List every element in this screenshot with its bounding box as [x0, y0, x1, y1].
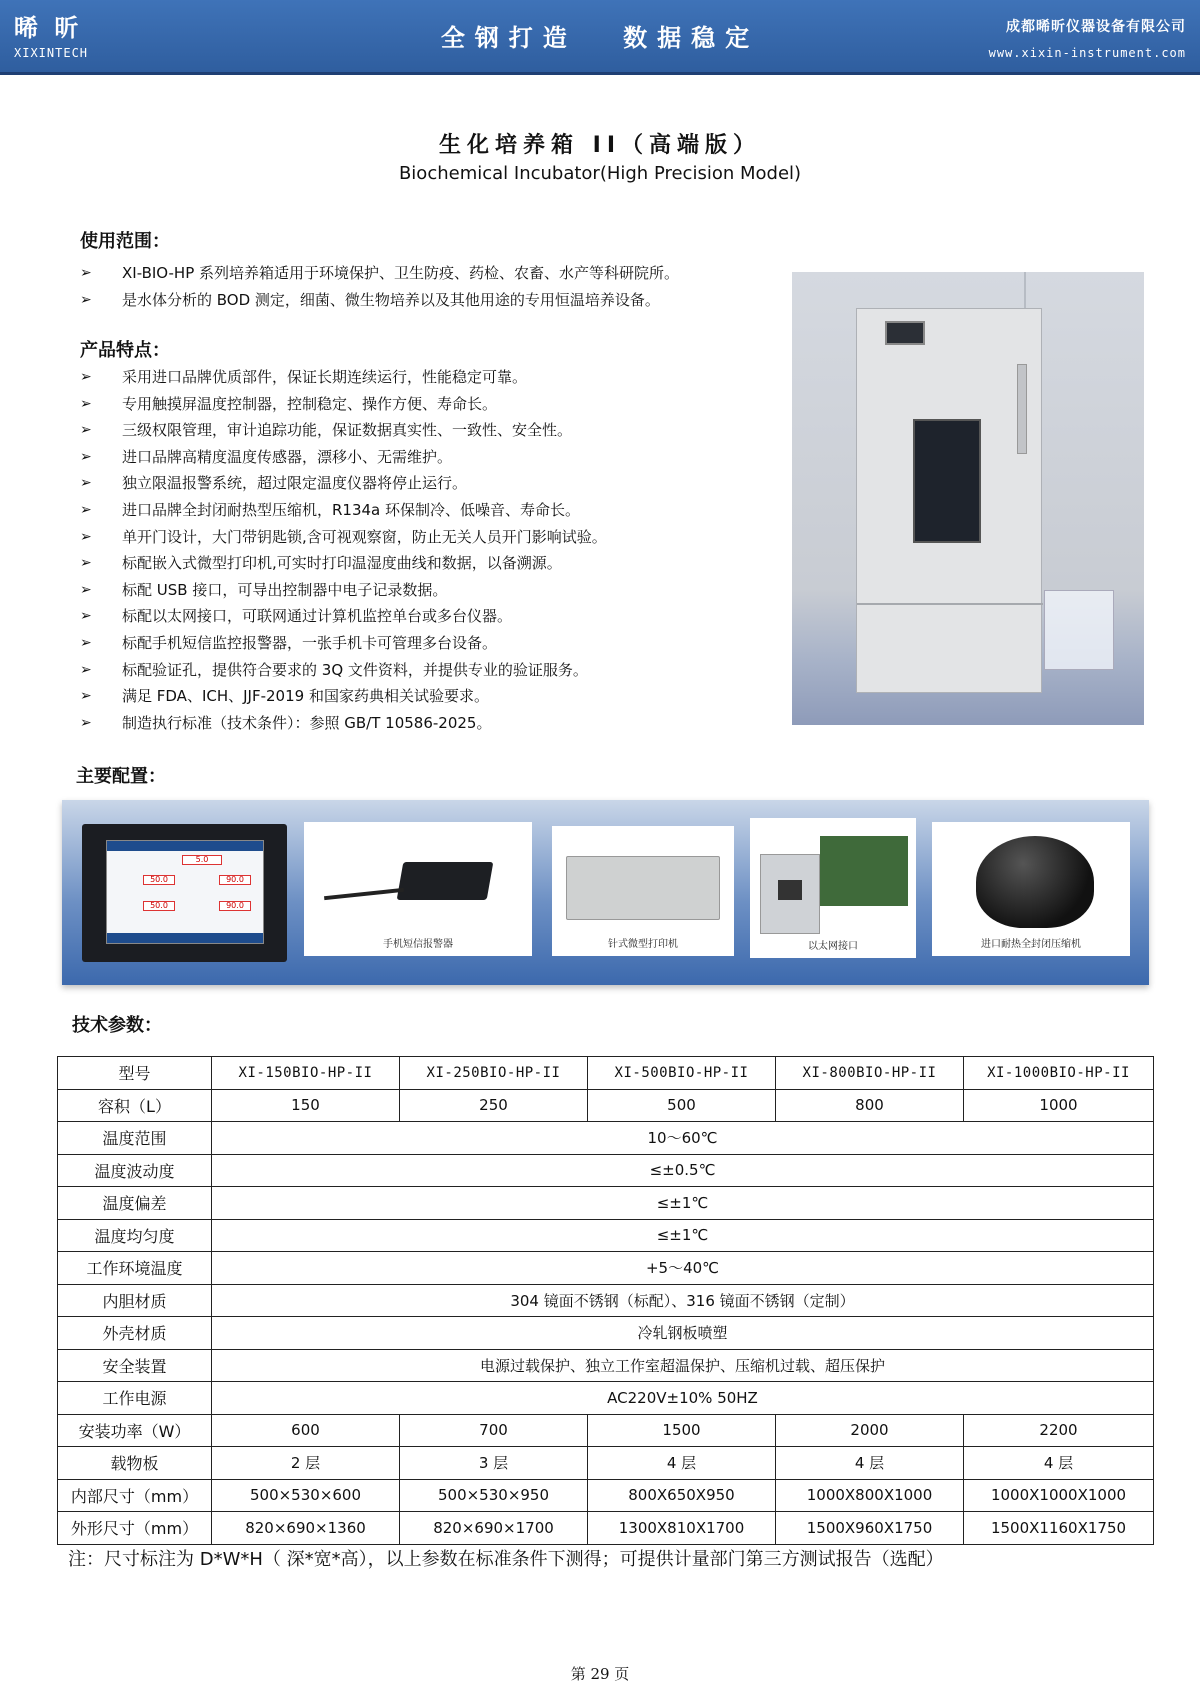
- screen-value: 50.0: [143, 875, 175, 885]
- spec-row-label: 安全装置: [58, 1349, 212, 1382]
- bullet-item: [80, 497, 607, 524]
- arrow-bullet-icon: ➢: [80, 581, 92, 598]
- arrow-bullet-icon: ➢: [80, 448, 92, 465]
- spec-value-cell: 1000: [964, 1089, 1154, 1122]
- printer-body: [566, 856, 720, 920]
- spec-shared-value: 电源过载保护、独立工作室超温保护、压缩机过载、超压保护: [212, 1349, 1154, 1382]
- spec-model-cell: XI-250BIO-HP-II: [400, 1057, 588, 1090]
- spec-shared-value: 冷轧钢板喷塑: [212, 1317, 1154, 1350]
- specs-heading: 技术参数：: [72, 1015, 162, 1036]
- spec-model-cell: XI-800BIO-HP-II: [776, 1057, 964, 1090]
- page-header: [0, 0, 1200, 75]
- screen-value: 50.0: [143, 901, 175, 911]
- spec-value-cell: 1500X960X1750: [776, 1512, 964, 1545]
- printer-photo: [552, 826, 734, 956]
- arrow-bullet-icon: ➢: [80, 369, 92, 385]
- spec-value-cell: 1000X1000X1000: [964, 1479, 1154, 1512]
- antenna: [324, 888, 404, 900]
- compressor-photo: [932, 822, 1130, 956]
- spec-row-label: 温度偏差: [58, 1187, 212, 1220]
- bullet-text: 制造执行标准（技术条件）：参照 GB/T 10586-2025。: [122, 713, 492, 732]
- spec-row-label: 外形尺寸（mm）: [58, 1512, 212, 1545]
- spec-row-shared: [58, 1219, 1154, 1252]
- spec-value-cell: 1500: [588, 1414, 776, 1447]
- spec-model-cell: XI-1000BIO-HP-II: [964, 1057, 1154, 1090]
- spec-value-cell: 1300X810X1700: [588, 1512, 776, 1545]
- bullet-item: [80, 260, 679, 287]
- spec-value-cell: 2200: [964, 1414, 1154, 1447]
- arrow-bullet-icon: ➢: [80, 395, 92, 412]
- bullet-item: [80, 657, 607, 684]
- spec-row-inner: [58, 1479, 1154, 1512]
- spec-row-shelves: [58, 1447, 1154, 1480]
- product-photo: [792, 272, 1144, 725]
- spec-value-cell: 2 层: [212, 1447, 400, 1480]
- spec-row-volume: [58, 1089, 1154, 1122]
- features-list: [80, 364, 607, 736]
- screen-value: 90.0: [219, 875, 251, 885]
- arrow-bullet-icon: ➢: [80, 555, 92, 572]
- spec-value-cell: 800X650X950: [588, 1479, 776, 1512]
- bullet-item: [80, 710, 607, 737]
- bullet-text: 标配 USB 接口，可导出控制器中电子记录数据。: [122, 580, 448, 599]
- caption-printer: 针式微型打印机: [608, 939, 678, 950]
- page-number: 第 29 页: [570, 1665, 630, 1683]
- spec-value-cell: 820×690×1360: [212, 1512, 400, 1545]
- bullet-text: 三级权限管理，审计追踪功能，保证数据真实性、一致性、安全性。: [122, 421, 573, 440]
- bullet-item: [80, 577, 607, 604]
- spec-row-power: [58, 1414, 1154, 1447]
- spec-shared-value: 304 镜面不锈钢（标配）、316 镜面不锈钢（定制）: [212, 1284, 1154, 1317]
- bullet-text: 采用进口品牌优质部件，保证长期连续运行，性能稳定可靠。: [122, 368, 528, 386]
- spec-row-model: [58, 1057, 1154, 1090]
- control-panel-screen: [885, 321, 925, 345]
- product-title-cn: 生化培养箱 II（高端版）: [438, 133, 762, 158]
- bullet-text: 进口品牌全封闭耐热型压缩机，R134a 环保制冷、低噪音、寿命长。: [122, 500, 581, 519]
- bullet-item: [80, 550, 607, 577]
- usage-list: [80, 260, 679, 313]
- brand-english: XIXINTECH: [14, 46, 89, 60]
- spec-value-cell: 1500X1160X1750: [964, 1512, 1154, 1545]
- spec-row-label: 型号: [58, 1057, 212, 1090]
- spec-row-shared: [58, 1317, 1154, 1350]
- spec-row-label: 载物板: [58, 1447, 212, 1480]
- screen-status-bar: [107, 933, 263, 943]
- spec-value-cell: 3 层: [400, 1447, 588, 1480]
- arrow-bullet-icon: ➢: [80, 475, 92, 492]
- bullet-text: 标配手机短信监控报警器，一张手机卡可管理多台设备。: [122, 633, 498, 652]
- arrow-bullet-icon: ➢: [80, 661, 92, 678]
- spec-table: [57, 1056, 1154, 1545]
- storage-box: [1044, 590, 1114, 670]
- spec-value-cell: 500: [588, 1089, 776, 1122]
- config-strip: [62, 800, 1149, 985]
- spec-value-cell: 2000: [776, 1414, 964, 1447]
- bullet-text: 标配嵌入式微型打印机,可实时打印温湿度曲线和数据，以备溯源。: [122, 554, 562, 573]
- arrow-bullet-icon: ➢: [80, 422, 92, 439]
- bullet-text: 标配验证孔，提供符合要求的 3Q 文件资料，并提供专业的验证服务。: [122, 660, 588, 679]
- spec-row-label: 温度均匀度: [58, 1219, 212, 1252]
- arrow-bullet-icon: ➢: [80, 501, 92, 518]
- spec-value-cell: 1000X800X1000: [776, 1479, 964, 1512]
- caption-ethernet: 以太网接口: [808, 941, 858, 952]
- spec-value-cell: 150: [212, 1089, 400, 1122]
- bullet-text: 独立限温报警系统，超过限定温度仪器将停止运行。: [122, 474, 468, 493]
- touchscreen-display: [106, 840, 264, 944]
- alarm-device: [397, 862, 494, 900]
- bullet-item: [80, 417, 607, 444]
- spec-value-cell: 820×690×1700: [400, 1512, 588, 1545]
- header-slogan: 全钢打造 数据稳定: [440, 24, 760, 52]
- rj45-port: [778, 880, 802, 900]
- bullet-item: [80, 391, 607, 418]
- spec-shared-value: ≤±1℃: [212, 1187, 1154, 1220]
- spec-value-cell: 700: [400, 1414, 588, 1447]
- screen-value: 5.0: [182, 855, 222, 865]
- spec-value-cell: 800: [776, 1089, 964, 1122]
- bullet-item: [80, 470, 607, 497]
- spec-row-shared: [58, 1187, 1154, 1220]
- spec-shared-value: ≤±0.5℃: [212, 1154, 1154, 1187]
- caption-compressor: 进口耐热全封闭压缩机: [981, 939, 1081, 950]
- spec-row-label: 工作电源: [58, 1382, 212, 1415]
- spec-row-shared: [58, 1154, 1154, 1187]
- arrow-bullet-icon: ➢: [80, 688, 92, 705]
- door-handle: [1017, 364, 1027, 454]
- arrow-bullet-icon: ➢: [80, 291, 92, 308]
- bullet-text: 是水体分析的 BOD 测定，细菌、微生物培养以及其他用途的专用恒温培养设备。: [122, 290, 660, 309]
- spec-row-label: 内部尺寸（mm）: [58, 1479, 212, 1512]
- bullet-text: 单开门设计，大门带钥匙锁,含可视观察窗，防止无关人员开门影响试验。: [122, 527, 607, 546]
- compressor-body: [976, 836, 1094, 928]
- spec-row-shared: [58, 1349, 1154, 1382]
- spec-row-outer: [58, 1512, 1154, 1545]
- arrow-bullet-icon: ➢: [80, 634, 92, 651]
- bullet-text: XI-BIO-HP 系列培养箱适用于环境保护、卫生防疫、药检、农畜、水产等科研院所。: [122, 264, 680, 282]
- circuit-board: [820, 836, 908, 906]
- spec-row-label: 容积（L）: [58, 1089, 212, 1122]
- spec-shared-value: 10～60℃: [212, 1122, 1154, 1155]
- bullet-item: [80, 603, 607, 630]
- spec-row-label: 温度范围: [58, 1122, 212, 1155]
- spec-row-shared: [58, 1382, 1154, 1415]
- spec-row-label: 外壳材质: [58, 1317, 212, 1350]
- bullet-item: [80, 524, 607, 551]
- spec-model-cell: XI-150BIO-HP-II: [212, 1057, 400, 1090]
- touchscreen-controller: [82, 824, 287, 962]
- arrow-bullet-icon: ➢: [80, 714, 92, 731]
- config-heading: 主要配置：: [76, 766, 166, 787]
- sms-alarm-photo: [304, 822, 532, 956]
- bullet-item: [80, 287, 679, 314]
- arrow-bullet-icon: ➢: [80, 608, 92, 625]
- spec-shared-value: AC220V±10% 50HZ: [212, 1382, 1154, 1415]
- arrow-bullet-icon: ➢: [80, 528, 92, 545]
- spec-value-cell: 600: [212, 1414, 400, 1447]
- brand-logo-text: 晞 昕: [14, 14, 83, 42]
- spec-row-shared: [58, 1284, 1154, 1317]
- product-title-en: Biochemical Incubator(High Precision Model): [398, 163, 802, 184]
- spec-value-cell: 500×530×950: [400, 1479, 588, 1512]
- usage-heading: 使用范围：: [80, 231, 170, 252]
- spec-shared-value: +5～40℃: [212, 1252, 1154, 1285]
- bullet-item: [80, 683, 607, 710]
- company-name: 成都晞昕仪器设备有限公司: [1006, 19, 1186, 35]
- spec-row-label: 工作环境温度: [58, 1252, 212, 1285]
- bullet-item: [80, 364, 607, 391]
- spec-value-cell: 4 层: [776, 1447, 964, 1480]
- spec-value-cell: 250: [400, 1089, 588, 1122]
- screen-title-bar: [107, 841, 263, 851]
- bullet-text: 满足 FDA、ICH、JJF-2019 和国家药典相关试验要求。: [122, 687, 489, 706]
- spec-row-label: 内胆材质: [58, 1284, 212, 1317]
- caption-sms-alarm: 手机短信报警器: [383, 939, 453, 950]
- bullet-text: 进口品牌高精度温度传感器，漂移小、无需维护。: [122, 447, 453, 466]
- observation-window: [913, 419, 981, 543]
- spec-value-cell: 4 层: [964, 1447, 1154, 1480]
- arrow-bullet-icon: ➢: [80, 265, 92, 281]
- spec-value-cell: 500×530×600: [212, 1479, 400, 1512]
- screen-value: 90.0: [219, 901, 251, 911]
- incubator-cabinet: [856, 308, 1042, 693]
- bullet-item: [80, 630, 607, 657]
- spec-row-shared: [58, 1252, 1154, 1285]
- bullet-text: 专用触摸屏温度控制器，控制稳定、操作方便、寿命长。: [122, 394, 498, 413]
- company-url[interactable]: www.xixin-instrument.com: [988, 46, 1186, 60]
- spec-model-cell: XI-500BIO-HP-II: [588, 1057, 776, 1090]
- footnote: 注：尺寸标注为 D*W*H（ 深*宽*高），以上参数在标准条件下测得；可提供计量部门第三方测试报告（选配）: [68, 1549, 944, 1570]
- cabinet-split-line: [857, 603, 1043, 605]
- spec-row-label: 安装功率（W）: [58, 1414, 212, 1447]
- bullet-item: [80, 444, 607, 471]
- spec-row-label: 温度波动度: [58, 1154, 212, 1187]
- spec-value-cell: 4 层: [588, 1447, 776, 1480]
- spec-row-shared: [58, 1122, 1154, 1155]
- bullet-text: 标配以太网接口，可联网通过计算机监控单台或多台仪器。: [122, 607, 513, 626]
- features-heading: 产品特点：: [80, 340, 170, 361]
- ethernet-photo: [750, 818, 916, 958]
- spec-shared-value: ≤±1℃: [212, 1219, 1154, 1252]
